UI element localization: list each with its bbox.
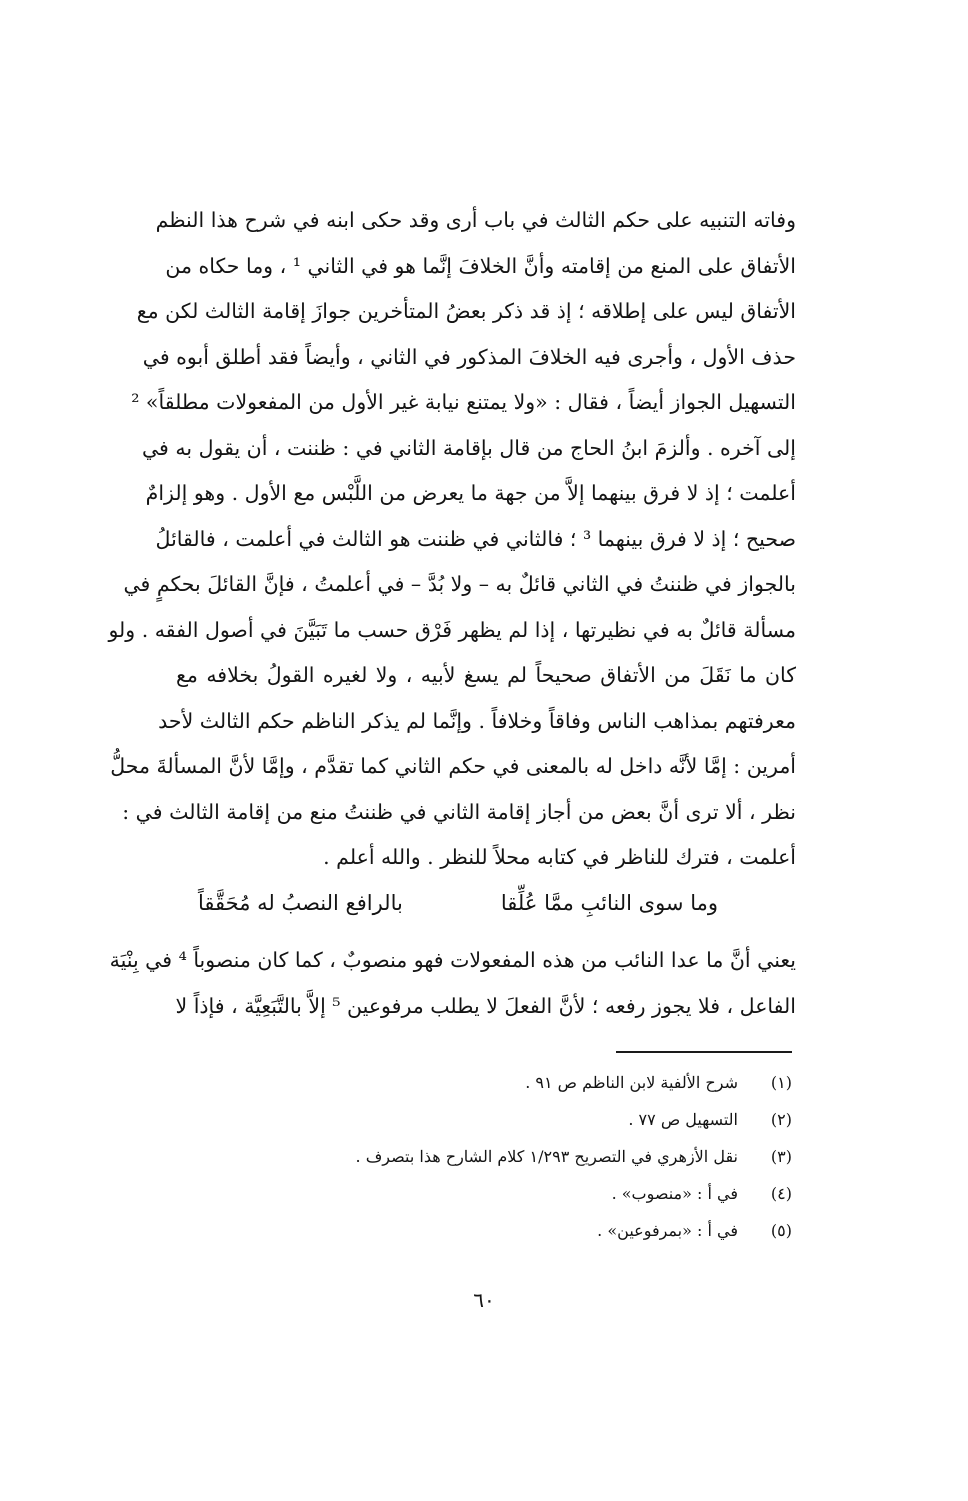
footnote-number: (٤) [770,1184,792,1203]
text-line: أعلمت ؛ إذ لا فرق بينهما إلاَّ من جهة ما يعرض من اللَّبْس مع الأول . وهو إلزامٌ [145,481,796,505]
footnote [192,1101,792,1138]
verse-line [198,880,718,926]
footnote-number: (٣) [770,1147,792,1166]
text-line: وفاته التنبيه على حكم الثالث في باب أرى وقد حكى ابنه في شرح هذا النظم [155,208,796,232]
footnotes [192,1064,792,1249]
verse-second-hemistich: بالرافع النصبُ له مُحَقَّقاً [198,891,403,915]
footnote-number: (٢) [770,1110,792,1129]
text-line: صحيح ؛ إذ لا فرق بينهما ³ ؛ فالثاني في ظننت هو الثالث في أعلمت ، فالقائلُ [155,526,796,551]
text-line: الأتفاق على المنع من إقامته وأنَّ الخلافَ إنَّما هو في الثاني ¹ ، وما حكاه من [165,253,796,278]
main-paragraph [108,198,796,881]
footnote-number: (١) [770,1073,792,1092]
footnote [192,1138,792,1175]
footnote-text: في أ : «بمرفوعين» . [597,1221,738,1240]
footnote [192,1212,792,1249]
verse-first-hemistich: وما سوى النائبِ ممَّا عُلِّقا [500,891,718,915]
text-line: أمرين : إمَّا لأنَّه داخل له بالمعنى في حكم الثاني كما تقدَّم ، وإمَّا لأنَّ المسألةَ محلُّ [110,754,796,778]
text-line: كان ما نَقَلَ من الأتفاق صحيحاً لم يسغ لأبيه ، ولا لغيره القولُ بخلافه مع [176,663,796,687]
commentary-line: الفاعل ، فلا يجوز رفعه ؛ لأنَّ الفعلَ لا يطلب مرفوعين ⁵ إلاَّ بالتَّبَعِيَّة ، فإذاً لا [175,993,796,1018]
footnote [192,1064,792,1101]
commentary-line: يعني أنَّ ما عدا النائب من هذه المفعولات فهو منصوبٌ ، كما كان منصوباً ⁴ في بِنْيَة [109,948,796,972]
footnote-text: نقل الأزهري في التصريح ١/٢٩٣ كلام الشارح هذا بتصرف . [355,1147,738,1166]
text-line: مسألة قائلٌ به في نظيرتها ، إذا لم يظهر فَرْق حسب ما تَبَيَّنَ في أصول الفقه . ولو [108,617,796,642]
footnote-number: (٥) [770,1221,792,1240]
text-line: الأتفاق ليس على إطلاقه ؛ إذ قد ذكر بعضُ المتأخرين جوازَ إقامة الثالث لكن مع [136,299,796,323]
footnote-text: شرح الألفية لابن الناظم ص ٩١ . [525,1073,738,1092]
footnote-separator [616,1051,792,1053]
text-line: بالجواز في ظننتُ في الثاني قائلٌ به – ولا بُدَّ – في أعلمتُ ، فإنَّ القائلَ بحكمٍ في [123,572,796,596]
text-line: حذف الأول ، وأجرى فيه الخلافَ المذكور في الثاني ، وأيضاً فقد أطلق أبوه في [142,344,796,369]
text-line: إلى آخره . وألزمَ ابنُ الحاج من قال بإقامة الثاني في : ظننت ، أن يقول به في [141,435,796,460]
text-line: نظر ، ألا ترى أنَّ بعض من أجاز إقامة الثاني في ظننتُ منع من إقامة الثالث في : [122,799,796,824]
page-number: ٦٠ [473,1288,495,1312]
commentary-paragraph [109,938,796,1029]
footnote-text: التسهيل ص ٧٧ . [628,1110,738,1129]
text-line: معرفتهم بمذاهب الناس وفاقاً وخلافاً . وإنَّما لم يذكر الناظم حكم الثالث لأحد [158,708,796,733]
text-line: التسهيل الجواز أيضاً ، فقال : «ولا يمتنع نيابة غير الأول من المفعولات مطلقاً» ² [131,390,796,414]
footnote [192,1175,792,1212]
footnote-text: في أ : «منصوب» . [611,1184,738,1203]
text-line: أعلمت ، فترك للناظر في كتابه محلاً للنظر . والله أعلم . [323,845,796,869]
